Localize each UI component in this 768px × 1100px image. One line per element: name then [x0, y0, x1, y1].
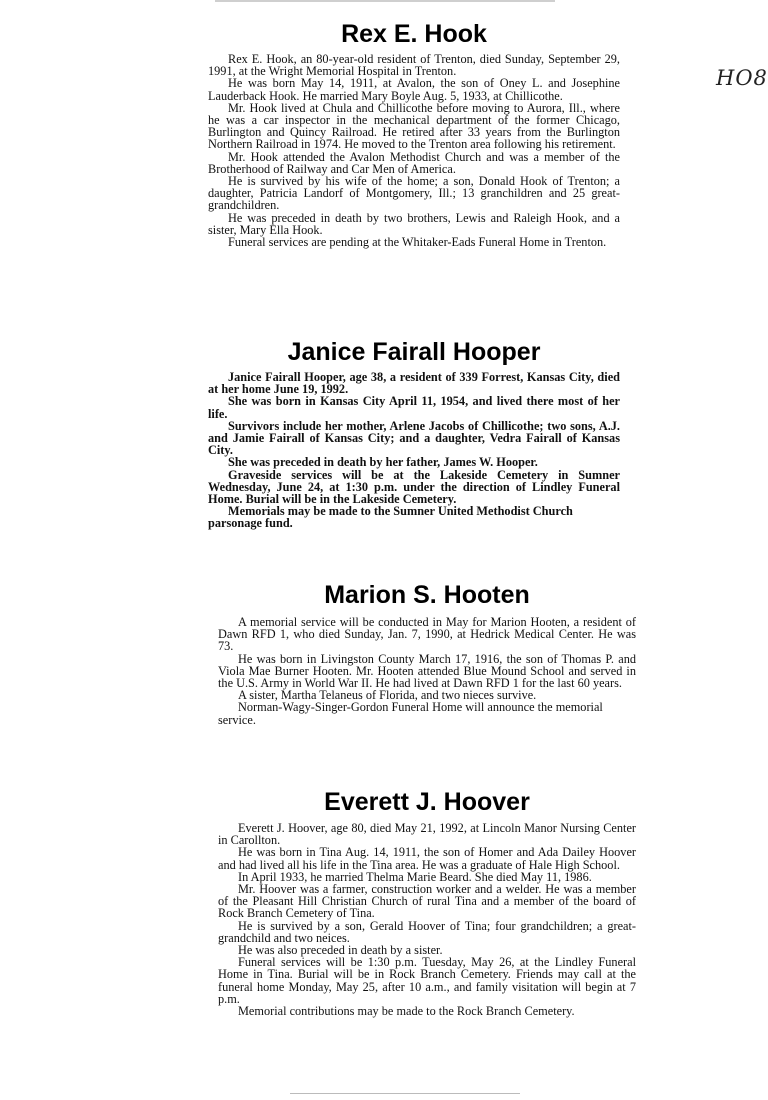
- obituary-everett-hoover: [218, 790, 636, 1017]
- obituary-paragraph: He was born in Livingston County March 17, 1916, the son of Thomas P. and Viola Mae Burner Hooten. Mr. Hooten attended Blue Mound School and served in the U.S. Army in World War II. He had lived at Dawn RFD 1 for the last 60 years.: [218, 651, 636, 691]
- obituary-paragraph: Memorial contributions may be made to the Rock Branch Cemetery.: [238, 1004, 575, 1019]
- obituary-paragraph: He was preceded in death by two brothers, Lewis and Raleigh Hook, and a sister, Mary Ella Hook.: [208, 210, 620, 237]
- obituary-paragraph: He was born in Tina Aug. 14, 1911, the son of Homer and Ada Dailey Hoover and had lived all his life in the Tina area. He was a graduate of Hale High School.: [218, 845, 636, 872]
- obituary-paragraph: Funeral services will be 1:30 p.m. Tuesday, May 26, at the Lindley Funeral Home in Tina. Burial will be in Rock Branch Cemetery. Friends may call at the funeral home Monday, May 25, after 10 a.m., and family visitation will begin at 7 p.m.: [218, 955, 636, 1006]
- obituary-heading: Everett J. Hoover: [324, 788, 530, 816]
- obituary-paragraph: She was born in Kansas City April 11, 1954, and lived there most of her life.: [208, 394, 620, 421]
- obituary-heading: Rex E. Hook: [341, 20, 487, 48]
- obituary-paragraph: A memorial service will be conducted in May for Marion Hooten, a resident of Dawn RFD 1, who died Sunday, Jan. 7, 1990, at Hedrick Medical Center. He was 73.: [218, 615, 636, 654]
- obituary-paragraph: Funeral services are pending at the Whitaker-Eads Funeral Home in Trenton.: [228, 235, 607, 250]
- obituary-paragraph: Janice Fairall Hooper, age 38, a resident of 339 Forrest, Kansas City, died at her home June 19, 1992.: [208, 370, 620, 397]
- bottom-rule: [290, 1093, 520, 1094]
- obituary-paragraph: In April 1933, he married Thelma Marie Beard. She died May 11, 1986.: [238, 869, 592, 884]
- obituary-paragraph: Norman-Wagy-Singer-Gordon Funeral Home will announce the memorial service.: [218, 700, 603, 727]
- obituary-paragraph: Mr. Hook lived at Chula and Chillicothe before moving to Aurora, Ill., where he was a car inspector in the mechanical department of the former Chicago, Burlington and Quincy Railroad. He retired after 33 years from the Burlington Northern Railroad in 1974. He moved to the Trenton area following his retirement.: [208, 100, 620, 152]
- obituary-rex-hook: [208, 22, 620, 248]
- obituary-paragraph: He is survived by his wife of the home; a son, Donald Hook of Trenton; a daughter, Patricia Landorf of Montgomery, Ill.; 13 granchildren and 25 great-grandchildren.: [208, 174, 620, 213]
- obituary-paragraph: Everett J. Hoover, age 80, died May 21, 1992, at Lincoln Manor Nursing Center in Carollton.: [218, 821, 636, 848]
- handwritten-margin-note: HO8: [716, 66, 768, 90]
- obituary-paragraph: Mr. Hook attended the Avalon Methodist Church and was a member of the Brotherhood of Railway and Car Men of America.: [208, 149, 620, 176]
- obituary-paragraph: A sister, Martha Telaneus of Florida, and two nieces survive.: [238, 688, 537, 703]
- obituary-paragraph: Memorials may be made to the Sumner United Methodist Church parsonage fund.: [208, 504, 573, 531]
- obituary-paragraph: Graveside services will be at the Lakeside Cemetery in Sumner Wednesday, June 24, at 1:30 p.m. under the direction of Lindley Funeral Home. Burial will be in the Lakeside Cemetery.: [208, 467, 620, 507]
- obituary-paragraph: He was born May 14, 1911, at Avalon, the son of Oney L. and Josephine Lauderback Hook. He married Mary Boyle Aug. 5, 1933, at Chillicothe.: [208, 76, 620, 103]
- obituary-paragraph: Survivors include her mother, Arlene Jacobs of Chillicothe; two sons, A.J. and Jamie Fairall of Kansas City; and a daughter, Vedra Fairall of Kansas City.: [208, 418, 620, 458]
- obituary-paragraph: She was preceded in death by her father, James W. Hooper.: [228, 455, 538, 470]
- obituary-heading: Marion S. Hooten: [324, 581, 530, 609]
- obituary-paragraph: He is survived by a son, Gerald Hoover of Tina; four grandchildren; a great-grandchild and two neices.: [218, 918, 636, 945]
- obituary-paragraph: Rex E. Hook, an 80-year-old resident of Trenton, died Sunday, September 29, 1991, at the Wright Memorial Hospital in Trenton.: [208, 52, 620, 79]
- obituary-marion-hooten: [218, 583, 636, 726]
- obituary-heading: Janice Fairall Hooper: [287, 338, 541, 366]
- top-rule: [215, 0, 555, 2]
- obituary-paragraph: Mr. Hoover was a farmer, construction worker and a welder. He was a member of the Pleasant Hill Christian Church of rural Tina and a member of the board of Rock Branch Cemetery of Tina.: [218, 882, 636, 921]
- obituary-paragraph: He was also preceded in death by a sister.: [238, 943, 443, 958]
- obituary-janice-hooper: [208, 340, 620, 530]
